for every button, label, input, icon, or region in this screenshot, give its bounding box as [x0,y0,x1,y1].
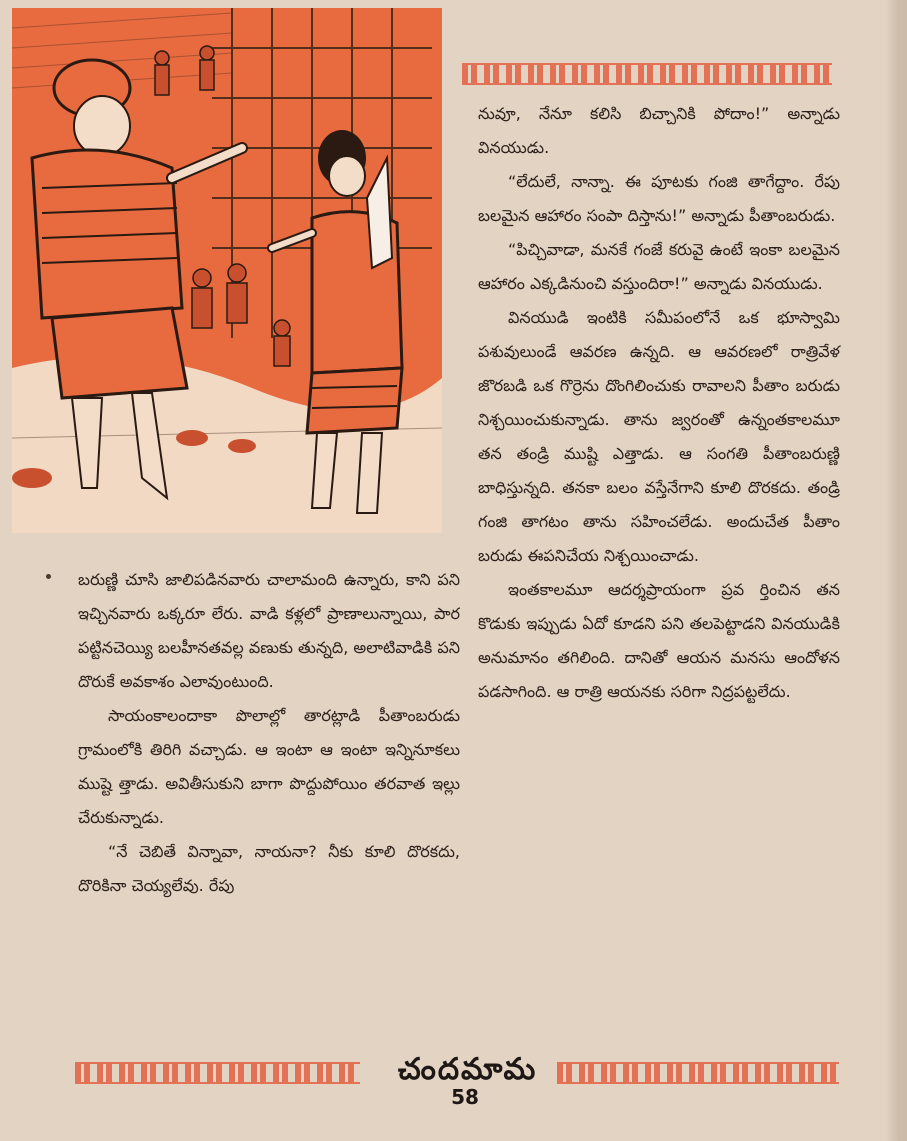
right-text-column [478,97,840,709]
magazine-title: చందమామ [397,1052,538,1087]
paragraph: సాయంకాలందాకా పొలాల్లో తారట్లాడి పీతాంబరుడు గ్రామంలోకి తిరిగి వచ్చాడు. ఆ ఇంటా ఆ ఇంటా ఇన్నినూకలు ముష్టె త్తాడు. అవితీసుకుని బాగా పొద్దుపోయిం తరవాత ఇల్లు చేరుకున్నాడు. [78,706,460,827]
story-illustration [12,8,442,533]
illustration-drawing [12,8,442,533]
decorative-border-top [462,63,832,85]
decorative-border-bottom-right [557,1062,839,1084]
paragraph: “నే చెబితే విన్నావా, నాయనా? నీకు కూలి దొరకదు, దొరికినా చెయ్యలేవు. రేపు [78,842,460,895]
paragraph: “పిచ్చివాడా, మనకే గంజే కరువై ఉంటే ఇంకా బలమైన ఆహారం ఎక్కడినుంచి వస్తుందిరా!” అన్నాడు వినయుడు. [478,240,840,293]
decorative-border-bottom-left [75,1062,360,1084]
paragraph: ఇంతకాలమూ ఆదర్శప్రాయంగా ప్రవ ర్తించిన తన కొడుకు ఇప్పుడు ఏదో కూడని పని తలపెట్టాడని వినయుడికి అనుమానం తగిలింది. దానితో ఆయన మనసు ఆందోళన పడసాగింది. ఆ రాత్రి ఆయనకు సరిగా నిద్రపట్టలేదు. [478,580,840,701]
left-text-column [78,563,460,903]
paragraph: బరుణ్ణి చూసి జాలిపడినవారు చాలామంది ఉన్నారు, కాని పని ఇచ్చినవారు ఒక్కరూ లేరు. వాడి కళ్లలో ప్రాణాలున్నాయి, పార పట్టినచెయ్యి బలహీనతవల్ల వణుకు తున్నది, అలాటివాడికి పని దొరుకే అవకాశం ఎలావుంటుంది. [78,570,460,691]
ink-speck [46,574,51,579]
page-edge-shadow [885,0,907,1141]
page-number: 58 [451,1085,479,1109]
paragraph: వినయుడి ఇంటికి సమీపంలోనే ఒక భూస్వామి పశువులుండే ఆవరణ ఉన్నది. ఆ ఆవరణలో రాత్రివేళ జొరబడి ఒక గొర్రెను దొంగిలించుకు రావాలని పీతాం బరుడు నిశ్చయించుకున్నాడు. తాను జ్వరంతో ఉన్నంతకాలమూ తన తండ్రి ముష్టి ఎత్తాడు. ఆ సంగతి పీతాంబరుణ్ణి బాధిస్తున్నది. తనకా బలం వస్తేనేగాని కూలి దొరకదు. తండ్రి గంజి తాగటం తాను సహించలేడు. అందుచేత పీతాం బరుడు ఈపనిచేయ నిశ్చయించాడు. [478,308,840,565]
paragraph: నువూ, నేనూ కలిసి బిచ్చానికి పోదాం!” అన్నాడు వినయుడు. [478,104,840,157]
paragraph: “లేదులే, నాన్నా. ఈ పూటకు గంజి తాగేద్దాం. రేపు బలమైన ఆహారం సంపా దిస్తాను!” అన్నాడు పీతాంబరుడు. [478,172,840,225]
